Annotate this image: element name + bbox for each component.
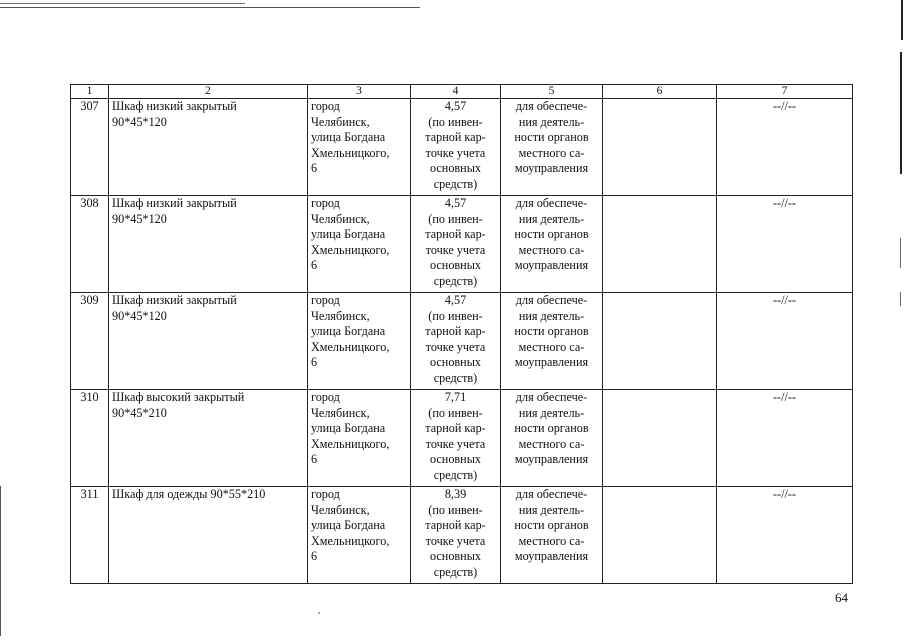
item-value: 4,57 (по инвен- тарной кар- точке учета основных средств) <box>411 196 501 293</box>
column-number-1: 1 <box>71 85 109 99</box>
scan-artifact-line <box>0 7 420 8</box>
scan-edge-mark <box>900 292 901 306</box>
item-col6 <box>603 487 717 584</box>
item-col7: --//-- <box>717 293 853 390</box>
item-location: город Челябинск, улица Богдана Хмельницкого, 6 <box>308 487 411 584</box>
column-number-7: 7 <box>717 85 853 99</box>
table-row <box>71 390 853 487</box>
scan-edge-mark <box>901 0 903 40</box>
column-number-2: 2 <box>109 85 308 99</box>
page-number: 64 <box>835 590 848 605</box>
item-col7: --//-- <box>717 99 853 196</box>
inventory-table <box>70 84 853 584</box>
column-number-3: 3 <box>308 85 411 99</box>
row-number: 311 <box>71 487 109 584</box>
item-col7: --//-- <box>717 196 853 293</box>
item-purpose: для обеспече- ния деятель- ности органов местного са- моуправления <box>501 487 603 584</box>
item-col7: --//-- <box>717 390 853 487</box>
item-name: Шкаф низкий закрытый 90*45*120 <box>109 293 308 390</box>
column-number-6: 6 <box>603 85 717 99</box>
table-row <box>71 99 853 196</box>
item-name: Шкаф низкий закрытый 90*45*120 <box>109 196 308 293</box>
item-purpose: для обеспече- ния деятель- ности органов местного са- моуправления <box>501 390 603 487</box>
row-number: 307 <box>71 99 109 196</box>
scan-edge-mark <box>900 238 901 268</box>
item-purpose: для обеспече- ния деятель- ности органов местного са- моуправления <box>501 293 603 390</box>
item-location: город Челябинск, улица Богдана Хмельницкого, 6 <box>308 293 411 390</box>
table-header-row <box>71 85 853 99</box>
scan-speck <box>318 612 320 614</box>
table-row <box>71 293 853 390</box>
scan-edge-mark <box>0 486 1 636</box>
item-name: Шкаф высокий закрытый 90*45*210 <box>109 390 308 487</box>
item-name: Шкаф низкий закрытый 90*45*120 <box>109 99 308 196</box>
item-name: Шкаф для одежды 90*55*210 <box>109 487 308 584</box>
item-value: 7,71 (по инвен- тарной кар- точке учета основных средств) <box>411 390 501 487</box>
column-number-4: 4 <box>411 85 501 99</box>
row-number: 308 <box>71 196 109 293</box>
item-purpose: для обеспече- ния деятель- ности органов местного са- моуправления <box>501 99 603 196</box>
item-value: 8,39 (по инвен- тарной кар- точке учета основных средств) <box>411 487 501 584</box>
item-location: город Челябинск, улица Богдана Хмельницкого, 6 <box>308 390 411 487</box>
row-number: 309 <box>71 293 109 390</box>
column-number-5: 5 <box>501 85 603 99</box>
item-col6 <box>603 99 717 196</box>
item-col6 <box>603 390 717 487</box>
table-row <box>71 487 853 584</box>
scan-artifact-line <box>0 3 245 4</box>
row-number: 310 <box>71 390 109 487</box>
item-purpose: для обеспече- ния деятель- ности органов местного са- моуправления <box>501 196 603 293</box>
item-col6 <box>603 293 717 390</box>
table-row <box>71 196 853 293</box>
item-col6 <box>603 196 717 293</box>
item-value: 4,57 (по инвен- тарной кар- точке учета основных средств) <box>411 99 501 196</box>
item-col7: --//-- <box>717 487 853 584</box>
item-location: город Челябинск, улица Богдана Хмельницкого, 6 <box>308 196 411 293</box>
item-location: город Челябинск, улица Богдана Хмельницкого, 6 <box>308 99 411 196</box>
item-value: 4,57 (по инвен- тарной кар- точке учета основных средств) <box>411 293 501 390</box>
scan-edge-mark <box>900 52 902 174</box>
